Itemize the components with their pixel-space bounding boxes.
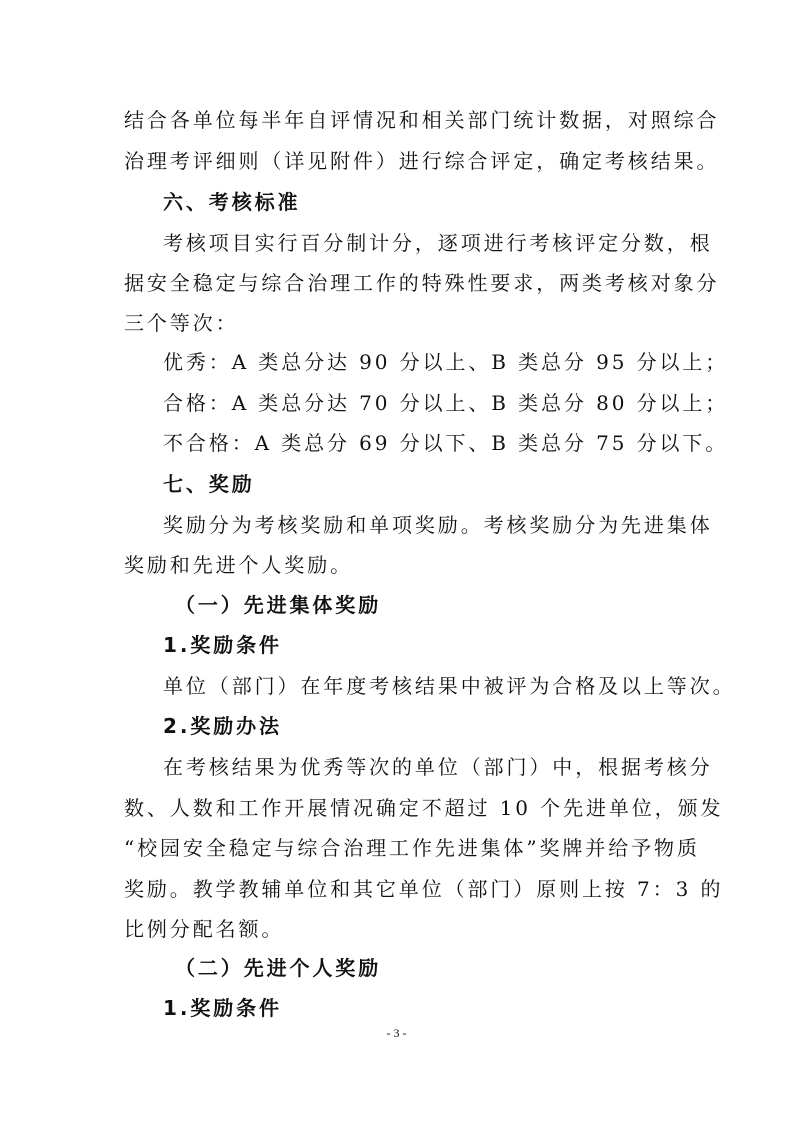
item-heading: 1.奖励条件 (163, 633, 282, 657)
body-text-line: 单位（部门）在年度考核结果中被评为合格及以上等次。 (163, 674, 736, 698)
section-heading: 六、考核标准 (163, 190, 301, 214)
subsection-heading: （一）先进集体奖励 (175, 593, 382, 617)
body-text-line: 三个等次： (124, 311, 239, 335)
item-heading: 2.奖励办法 (163, 714, 282, 738)
body-text-line: 比例分配名额。 (124, 917, 285, 941)
body-text-line: 治理考评细则（详见附件）进行综合评定，确定考核结果。 (124, 149, 720, 173)
grade-fail: 不合格：A 类总分 69 分以下、B 类总分 75 分以下。 (163, 431, 729, 455)
body-text-line: “校园安全稳定与综合治理工作先进集体”奖牌并给予物质 (124, 836, 700, 860)
body-text-line: 在考核结果为优秀等次的单位（部门）中，根据考核分 (163, 755, 713, 779)
body-text-line: 考核项目实行百分制计分，逐项进行考核评定分数，根 (163, 231, 713, 255)
body-text-line: 数、人数和工作开展情况确定不超过 10 个先进单位，颁发 (124, 796, 724, 820)
item-heading: 1.奖励条件 (163, 996, 282, 1020)
section-heading: 七、奖励 (163, 472, 255, 496)
page-number: - 3 - (386, 1026, 407, 1040)
body-text-line: 奖励。教学教辅单位和其它单位（部门）原则上按 7：3 的 (124, 877, 724, 901)
grade-excellent: 优秀：A 类总分达 90 分以上、B 类总分 95 分以上； (163, 350, 729, 374)
body-text-line: 奖励分为考核奖励和单项奖励。考核奖励分为先进集体 (163, 513, 713, 537)
body-text-line: 结合各单位每半年自评情况和相关部门统计数据，对照综合 (124, 108, 720, 132)
body-text-line: 据安全稳定与综合治理工作的特殊性要求，两类考核对象分 (124, 271, 720, 295)
grade-pass: 合格：A 类总分达 70 分以上、B 类总分 80 分以上； (163, 391, 729, 415)
subsection-heading: （二）先进个人奖励 (175, 956, 382, 980)
body-text-line: 奖励和先进个人奖励。 (124, 553, 353, 577)
